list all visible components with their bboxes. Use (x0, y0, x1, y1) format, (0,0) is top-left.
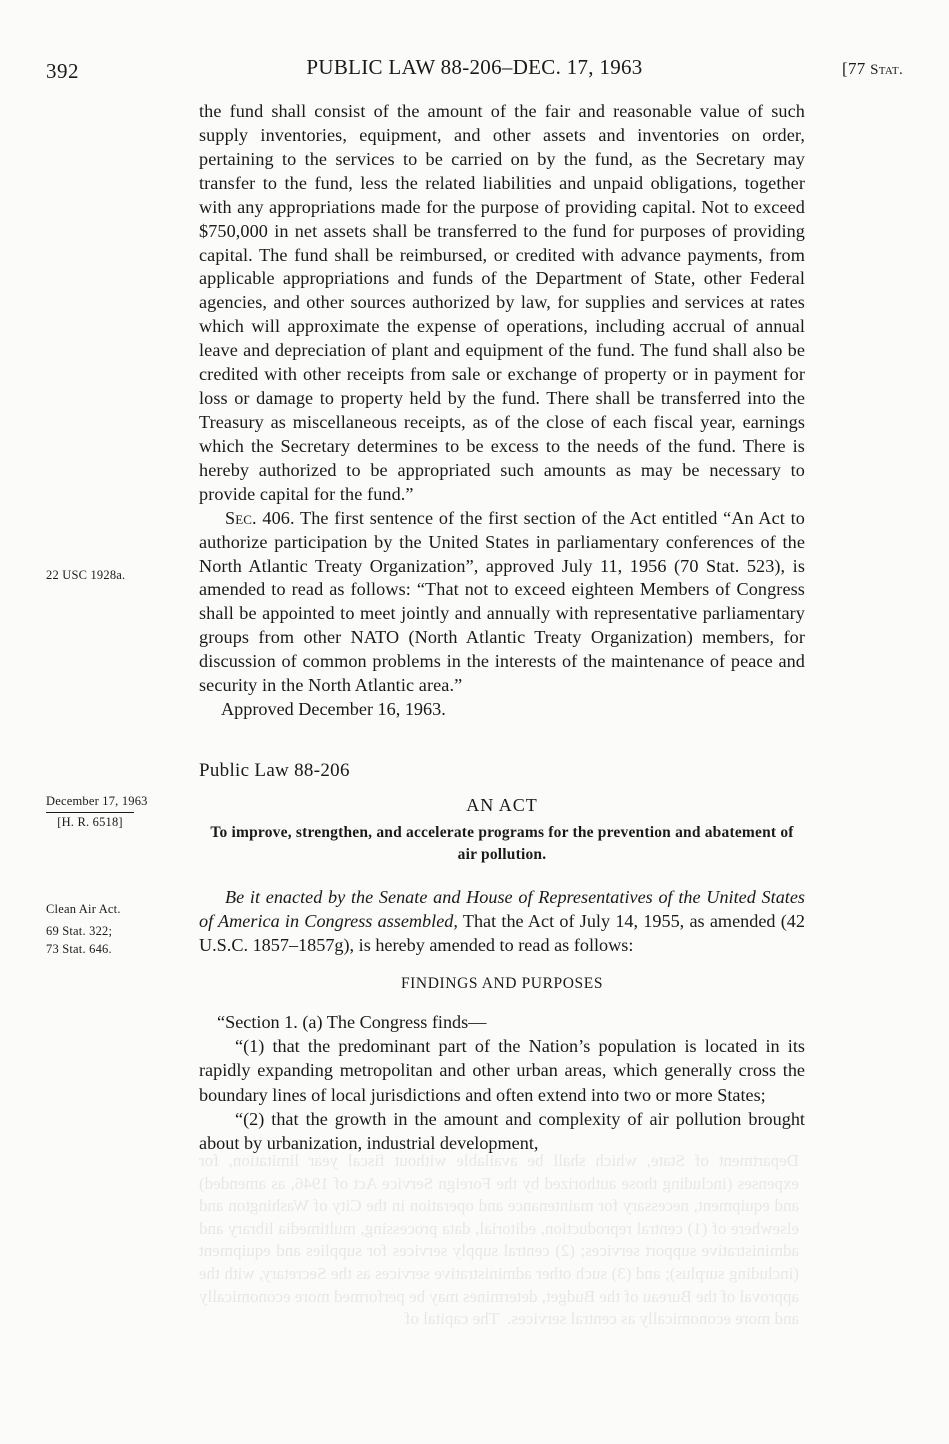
section-1-item-1: “(1) that the predominant part of the Nation’s population is located in its rapidly expanding metropolitan and other urban areas, which generally cross the boundary lines of local jurisdictions and often extend into two or more States; (199, 1036, 805, 1105)
enacting-clause-italic: Be it enacted by the Senate and House of Representatives of the United States of America in Congress assembled, (199, 887, 805, 932)
margin-note-clean-air-act-text: Clean Air Act. (46, 902, 121, 916)
bill-date: December 17, 1963 (46, 794, 148, 808)
approved-line: Approved December 16, 1963. (221, 699, 446, 720)
margin-note-usc-ref (46, 567, 196, 584)
margin-note-stat-646-text: 73 Stat. 646. (46, 942, 112, 956)
bill-number: [H. R. 6518] (46, 812, 134, 832)
margin-note-stat-322 (46, 923, 196, 940)
margin-note-bill-date (46, 793, 196, 831)
public-law-title: Public Law 88-206 (199, 760, 350, 781)
act-description: To improve, strengthen, and accelerate programs for the prevention and abatement of air pollution. (210, 824, 794, 864)
running-head (46, 55, 903, 80)
findings-and-purposes-heading: FINDINGS AND PURPOSES (400, 975, 604, 992)
enacting-clause-rest: That the Act of July 14, 1955, as amended (42 U.S.C. 1857–1857g), is hereby amended to read as follows: (199, 911, 805, 956)
paragraph-fund-capital: the fund shall consist of the amount of the fair and reasonable value of such supply inventories, equipment, and other assets and inventories on order, pertaining to the services to be carried on by the fund, as the Secretary may transfer to the fund, less the related liabilities and unpaid obligations, together with any appropriations made for the purpose of providing capital. Not to exceed $750,000 in net assets shall be transferred to the fund for purposes of providing capital. The fund shall be reimbursed, or credited with advance payments, from applicable appropriations and funds of the Department of State, other Federal agencies, and other sources authorized by law, for supplies and services at rates which will approximate the expense of operations, including accrual of annual leave and depreciation of plant and equipment of the fund. The fund shall also be credited with other receipts from sale or exchange of property or in payment for loss or damage to property held by the fund. There shall be transferred into the Treasury as miscellaneous receipts, as of the close of each fiscal year, earnings which the Secretary determines to be excess to the needs of the fund. There is hereby authorized to be appropriated such amounts as may be necessary to provide capital for the fund.” (199, 101, 805, 504)
page-header (46, 55, 903, 83)
margin-note-stat-646 (46, 941, 196, 958)
page-number: 392 (46, 59, 79, 83)
running-head-date: –DEC. 17, 1963 (501, 55, 643, 79)
enacting-clause (199, 885, 805, 958)
section-1-block (199, 1010, 805, 1155)
statute-reference-bracket: [77 (842, 59, 871, 78)
margin-note-usc-ref-text: 22 USC 1928a. (46, 568, 126, 582)
statute-reference (842, 59, 903, 79)
margin-note-clean-air-act (46, 901, 196, 918)
paragraph-sec-406 (199, 507, 805, 698)
paragraph-sec-406-text: The first sentence of the first section of the Act entitled “An Act to authorize participation by the United States in parliamentary conferences of the North Atlantic Treaty Organization”, approved July 11, 1956 (70 Stat. 523), is amended to read as follows: “That not to exceed eighteen Members of Congress shall be appointed to meet jointly and annually with representative parliamentary groups from other NATO (North Atlantic Treaty Organization) members, for discussion of common problems in the interests of the maintenance of peace and security in the North Atlantic area.” (199, 507, 805, 696)
running-head-law: PUBLIC LAW 88-206 (306, 55, 502, 79)
statute-reference-label: Stat. (870, 62, 903, 78)
enacting-clause-paragraph (199, 885, 805, 958)
section-number-406: Sec. 406. (225, 507, 295, 528)
bleed-through-text: Department of State, which shall be available without fiscal year limitation, for expenses (including those authorized by the Foreign Service Act of 1946, as amended) and equipment, necessary for maintenance and operation in the City of Washington and elsewhere of (1) central reproduction, editorial, data processing, multimedia library and administrative support services; (2) central supply services for supplies and equipment (including surplus); and (3) such other administrative services as the Secretary, with the approval of the Bureau of the Budget, determines may be performed more economically and more economically as central services. The capital of (194, 1151, 799, 1329)
an-act-heading: AN ACT (466, 795, 538, 815)
section-1-item-2: “(2) that the growth in the amount and complexity of air pollution brought about by urbanization, industrial development, (199, 1108, 805, 1154)
section-1-lead: “Section 1. (a) The Congress finds— (217, 1012, 487, 1032)
margin-note-stat-322-text: 69 Stat. 322; (46, 924, 113, 938)
body-column (199, 100, 805, 722)
